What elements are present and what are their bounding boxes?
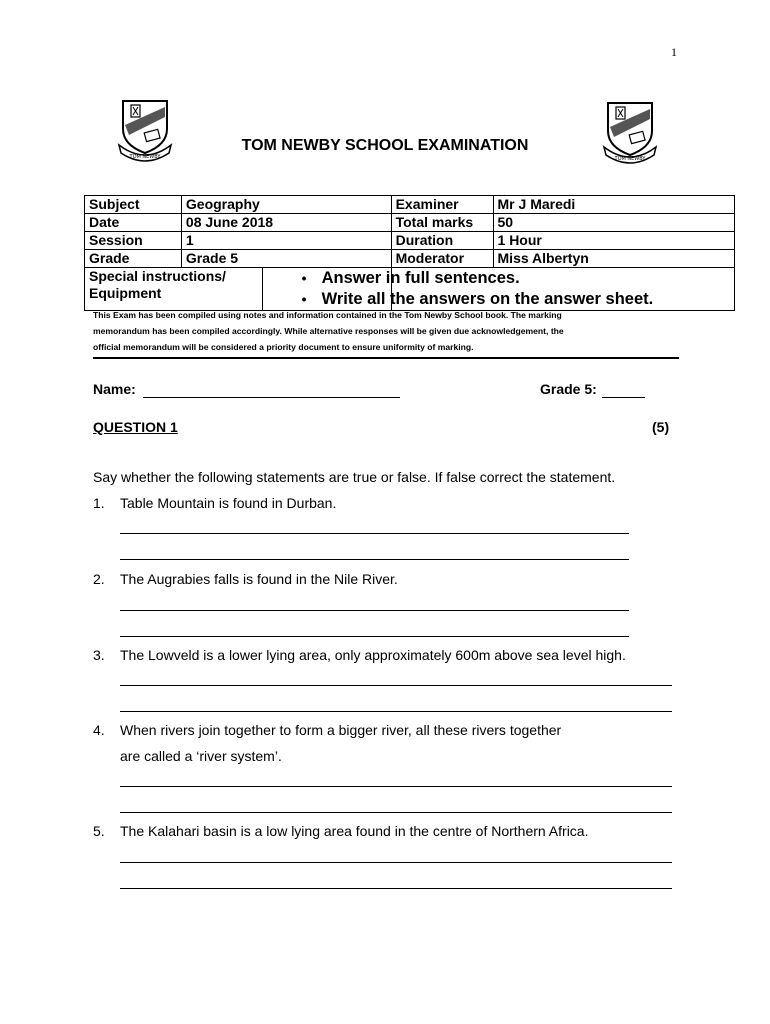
special-label-line-1: Special instructions/ xyxy=(89,268,226,284)
question-item-1: 1. Table Mountain is found in Durban. xyxy=(93,495,337,511)
duration-value: 1 Hour xyxy=(493,232,734,250)
answer-line[interactable] xyxy=(120,786,672,787)
question-item-4: 4. When rivers join together to form a bigger river, all these rivers together are called a ‘river system’. xyxy=(93,722,562,764)
svg-text:TOM NEWBY: TOM NEWBY xyxy=(129,154,161,160)
question-item-2: 2. The Augrabies falls is found in the Nile River. xyxy=(93,571,398,587)
answer-line[interactable] xyxy=(120,610,629,611)
info-row-session xyxy=(85,232,735,250)
name-label: Name: xyxy=(93,381,136,397)
total-marks-label: Total marks xyxy=(391,214,493,232)
subject-value: Geography xyxy=(181,196,391,214)
instructions-cell xyxy=(321,268,734,311)
special-instructions-label xyxy=(89,268,262,310)
answer-line[interactable] xyxy=(120,812,672,813)
subject-label: Subject xyxy=(85,196,182,214)
svg-text:TOM NEWBY: TOM NEWBY xyxy=(614,156,646,162)
question-item-3: 3. The Lowveld is a lower lying area, only approximately 600m above sea level high. xyxy=(93,647,626,663)
grade-label: Grade xyxy=(85,250,182,268)
question-item-5: 5. The Kalahari basin is a low lying area found in the centre of Northern Africa. xyxy=(93,823,589,839)
session-label: Session xyxy=(85,232,182,250)
answer-line[interactable] xyxy=(120,559,629,560)
grade-value: Grade 5 xyxy=(181,250,391,268)
answer-line[interactable] xyxy=(120,636,629,637)
exam-info-table xyxy=(84,195,735,311)
answer-line[interactable] xyxy=(120,862,672,863)
grade-answer-line[interactable] xyxy=(602,397,645,398)
date-label: Date xyxy=(85,214,182,232)
moderator-value: Miss Albertyn xyxy=(493,250,734,268)
disclaimer-text: This Exam has been compiled using notes and information contained in the Tom Newby School book. The marking memorandum has been compiled accordingly. While alternative responses will be given due acknowledgement, the official memorandum will be considered a priority document to ensure uniformity of marking. xyxy=(93,310,564,352)
name-answer-line[interactable] xyxy=(143,397,400,398)
session-value: 1 xyxy=(181,232,391,250)
question-instructions: Say whether the following statements are true or false. If false correct the statement. xyxy=(93,469,616,485)
duration-label: Duration xyxy=(391,232,493,250)
question-heading: QUESTION 1 xyxy=(93,419,178,435)
moderator-label: Moderator xyxy=(391,250,493,268)
page-number: 1 xyxy=(671,45,677,59)
section-divider xyxy=(93,357,679,359)
answer-line[interactable] xyxy=(120,685,672,686)
answer-line[interactable] xyxy=(120,533,629,534)
info-row-special-instructions xyxy=(85,268,735,311)
instruction-item: • Write all the answers on the answer sheet. xyxy=(292,289,734,310)
examiner-label: Examiner xyxy=(391,196,493,214)
exam-title: TOM NEWBY SCHOOL EXAMINATION xyxy=(241,137,529,154)
info-row-subject xyxy=(85,196,735,214)
answer-line[interactable] xyxy=(120,711,672,712)
date-value: 08 June 2018 xyxy=(181,214,391,232)
instruction-item: • Answer in full sentences. xyxy=(292,268,734,289)
special-label-line-2: Equipment xyxy=(89,285,162,301)
instructions-list xyxy=(292,268,734,310)
total-marks-value: 50 xyxy=(493,214,734,232)
school-crest-logo-right xyxy=(600,97,660,167)
grade-field-label: Grade 5: xyxy=(540,381,597,397)
answer-line[interactable] xyxy=(120,888,672,889)
info-row-grade xyxy=(85,250,735,268)
question-marks: (5) xyxy=(652,419,670,435)
info-row-date xyxy=(85,214,735,232)
examiner-value: Mr J Maredi xyxy=(493,196,734,214)
